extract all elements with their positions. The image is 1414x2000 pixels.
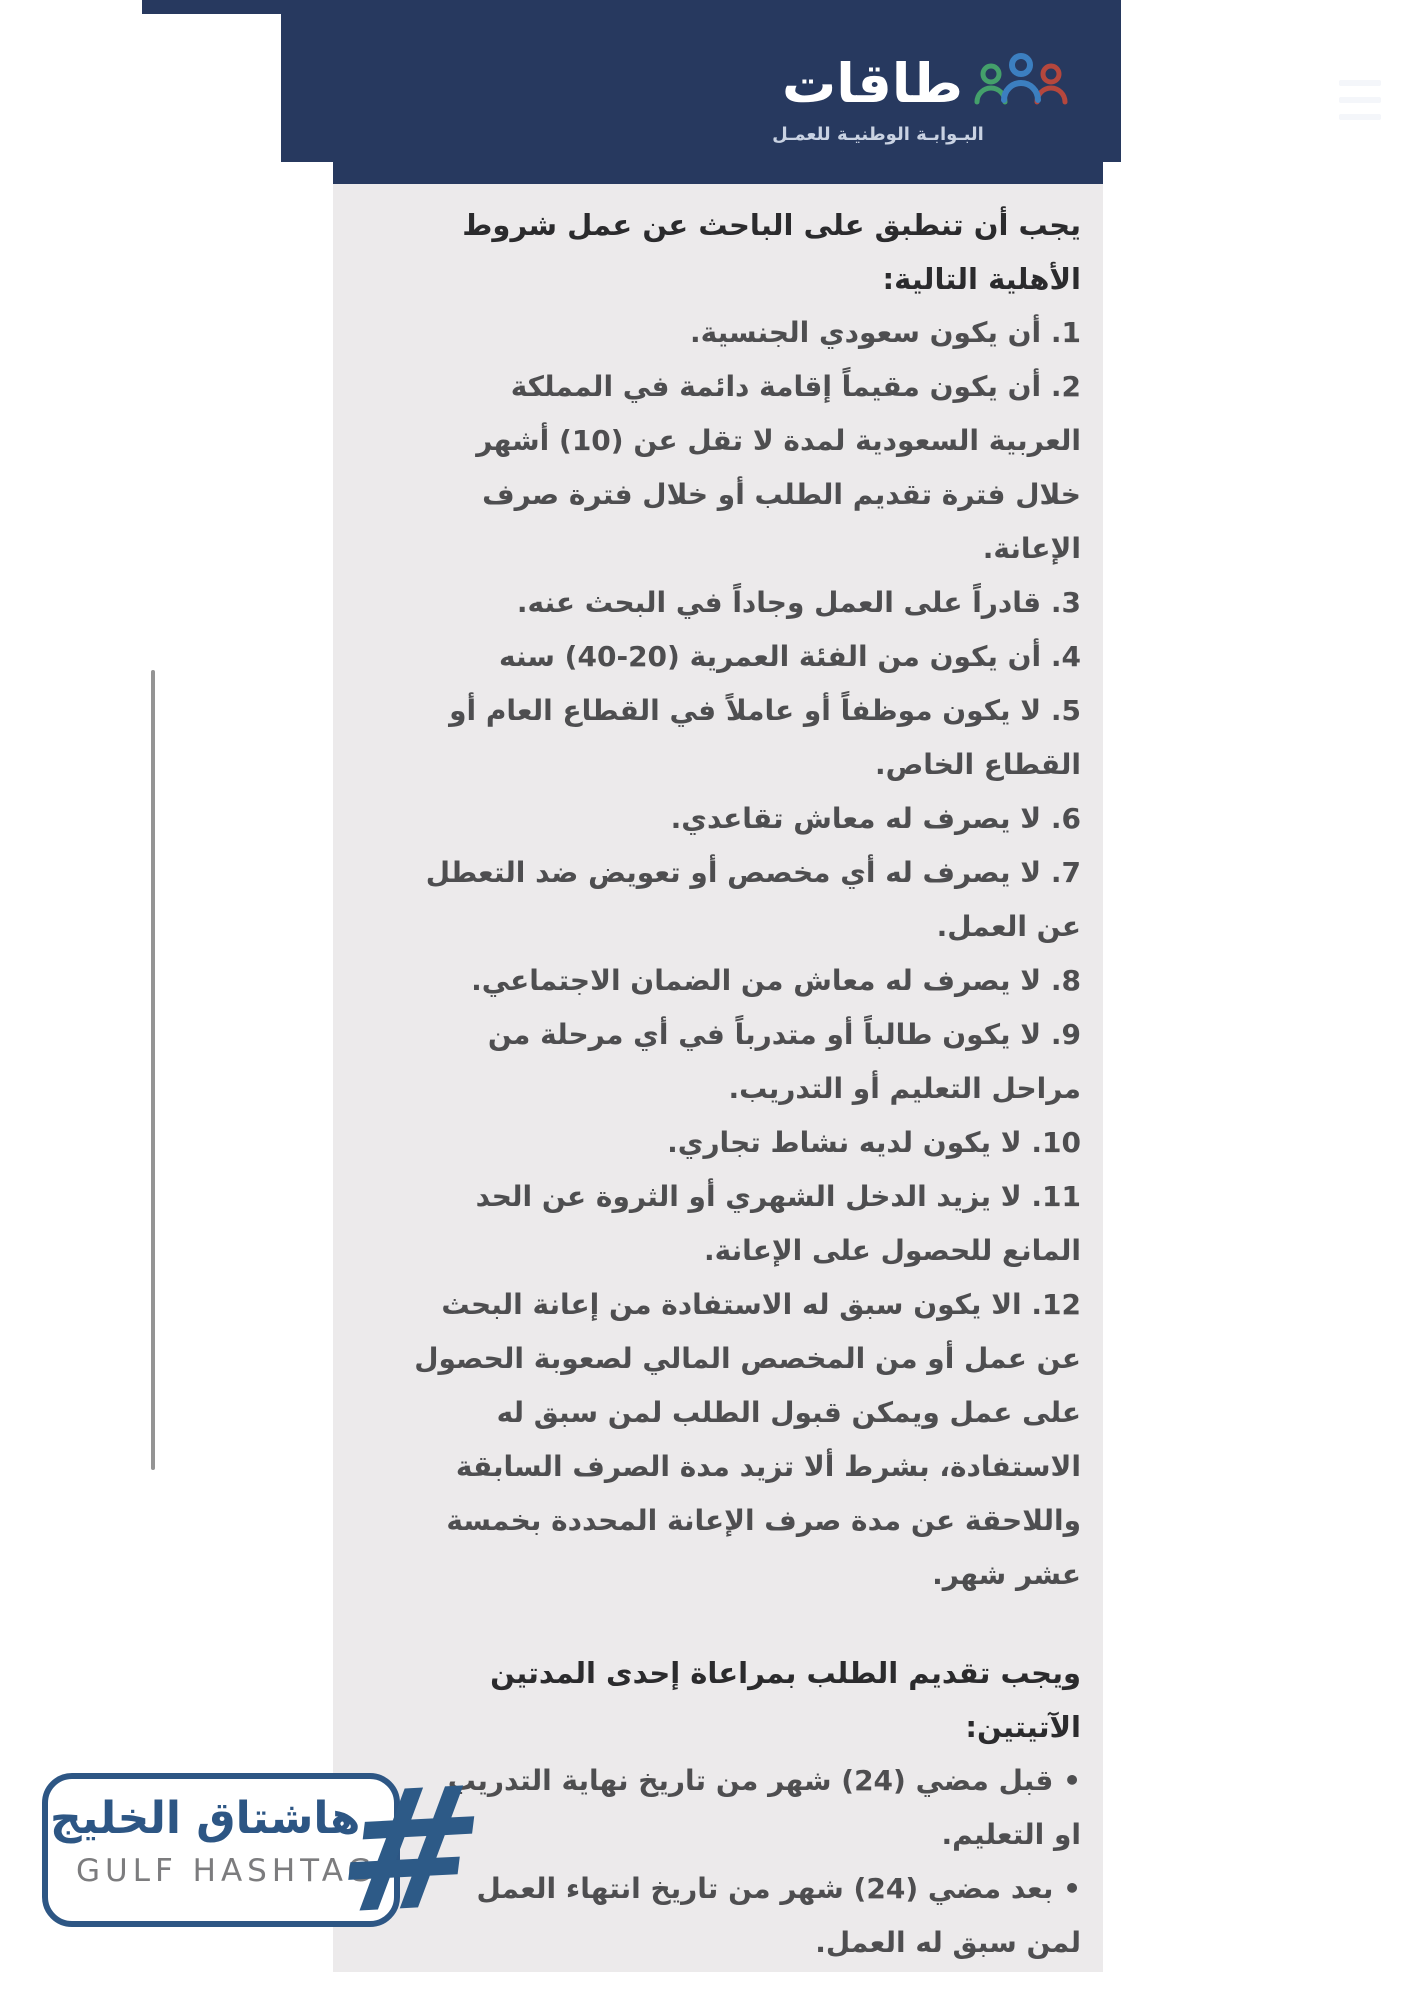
people-group-icon: [969, 50, 1073, 114]
text-line: 11. لا يزيد الدخل الشهري أو الثروة عن الحد: [475, 1180, 1081, 1213]
text-line: 5. لا يكون موظفاً أو عاملاً في القطاع العام أو: [449, 694, 1081, 727]
watermark-arabic-text: هاشتاق الخليج: [50, 1793, 361, 1844]
text-line: يجب أن تنطبق على الباحث عن عمل شروط: [462, 208, 1081, 242]
text-line: 4. أن يكون من الفئة العمرية (20-40) سنه: [498, 640, 1081, 673]
text-line: على عمل ويمكن قبول الطلب لمن سبق له: [496, 1396, 1081, 1429]
text-line: او التعليم.: [941, 1818, 1081, 1851]
text-line: 3. قادراً على العمل وجاداً في البحث عنه.: [516, 586, 1081, 619]
text-line: 1. أن يكون سعودي الجنسية.: [689, 316, 1081, 349]
article-content: [333, 184, 1103, 1972]
text-line: المانع للحصول على الإعانة.: [704, 1234, 1081, 1267]
text-line: ويجب تقديم الطلب بمراعاة إحدى المدتين: [490, 1656, 1081, 1690]
text-line: خلال فترة تقديم الطلب أو خلال فترة صرف: [482, 478, 1081, 511]
text-line: الأهلية التالية:: [882, 262, 1081, 296]
watermark-latin-text: GULF HASHTAG: [76, 1853, 377, 1889]
text-line: عن العمل.: [936, 910, 1081, 943]
logo-wordmark: طاقات: [781, 52, 963, 115]
text-line: العربية السعودية لمدة لا تقل عن (10) أشهر: [476, 424, 1081, 457]
text-line: • قبل مضي (24) شهر من تاريخ نهاية التدريب: [447, 1764, 1081, 1797]
header-substrip: [333, 162, 1103, 184]
app-header: [281, 14, 1121, 162]
text-line: • بعد مضي (24) شهر من تاريخ انتهاء العمل: [476, 1872, 1081, 1905]
text-line: [363, 1602, 1081, 1646]
text-line: القطاع الخاص.: [874, 748, 1081, 781]
text-line: لمن سبق له العمل.: [815, 1926, 1081, 1959]
top-strip: [142, 0, 1121, 14]
text-line: عشر شهر.: [932, 1558, 1081, 1591]
text-line: 7. لا يصرف له أي مخصص أو تعويض ضد التعطل: [425, 856, 1081, 889]
text-line: 12. الا يكون سبق له الاستفادة من إعانة البحث: [441, 1288, 1081, 1321]
text-line: الإعانة.: [982, 532, 1081, 565]
text-line: واللاحقة عن مدة صرف الإعانة المحددة بخمسة: [446, 1504, 1081, 1537]
text-line: 2. أن يكون مقيماً إقامة دائمة في المملكة: [510, 370, 1081, 403]
text-line: 8. لا يصرف له معاش من الضمان الاجتماعي.: [471, 964, 1081, 997]
logo-subtitle: البـوابـة الوطنيـة للعمـل: [772, 124, 984, 145]
text-line: 6. لا يصرف له معاش تقاعدي.: [670, 802, 1081, 835]
text-line: 9. لا يكون طالباً أو متدرباً في أي مرحلة من: [487, 1018, 1081, 1051]
text-line: الآتيتين:: [965, 1710, 1081, 1744]
text-line: عن عمل أو من المخصص المالي لصعوبة الحصول: [414, 1342, 1081, 1375]
text-line: مراحل التعليم أو التدريب.: [728, 1072, 1081, 1105]
taqat-logo[interactable]: [751, 44, 1081, 154]
text-line: 10. لا يكون لديه نشاط تجاري.: [667, 1126, 1081, 1159]
hashtag-icon: #: [327, 1748, 495, 1952]
left-margin-line: [151, 670, 155, 1470]
text-line: الاستفادة، بشرط ألا تزيد مدة الصرف السابقة: [455, 1450, 1081, 1483]
eligibility-text-block: [363, 198, 1081, 1970]
hamburger-menu-icon[interactable]: [1339, 76, 1383, 124]
